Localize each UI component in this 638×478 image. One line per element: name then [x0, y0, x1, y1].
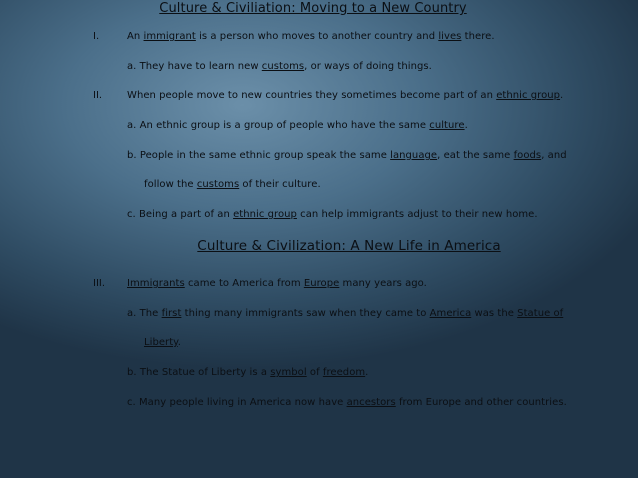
- item2a-text: a. An ethnic group is a group of people who have the same culture.: [127, 120, 468, 131]
- item1-number: I.: [93, 31, 100, 42]
- term-immigrant: immigrant: [143, 31, 196, 42]
- term-ethnic-group: ethnic group: [496, 90, 561, 101]
- item2-number: II.: [93, 90, 103, 101]
- term-symbol: symbol: [270, 367, 307, 378]
- term-first: first: [161, 308, 182, 319]
- item3a-text: a. The first thing many immigrants saw when they came to America was the Statue of: [127, 308, 564, 319]
- term-ancestors: ancestors: [346, 397, 396, 408]
- item3c-text: c. Many people living in America now have ancestors from Europe and other countries.: [127, 397, 567, 408]
- item1a-text: a. They have to learn new customs, or ways of doing things.: [127, 61, 432, 72]
- item2b-text: b. People in the same ethnic group speak the same language, eat the same foods, and: [127, 150, 567, 161]
- term-statue-of: Statue of: [517, 308, 564, 319]
- term-lives: lives: [438, 31, 462, 42]
- item3b-text: b. The Statue of Liberty is a symbol of freedom.: [127, 367, 369, 378]
- term-ethnic-group-2: ethnic group: [233, 209, 297, 220]
- item3-number: III.: [93, 278, 106, 289]
- term-liberty: Liberty: [144, 337, 178, 348]
- item1-text: An immigrant is a person who moves to another country and lives there.: [127, 31, 495, 42]
- term-immigrants: Immigrants: [127, 278, 185, 289]
- section1-title: Culture & Civiliation: Moving to a New Country: [159, 1, 467, 16]
- term-language: language: [390, 150, 438, 161]
- item2b-continued: follow the customs of their culture.: [144, 179, 321, 190]
- term-foods: foods: [513, 150, 542, 161]
- item3a-continued: Liberty.: [144, 337, 181, 348]
- term-america: America: [429, 308, 472, 319]
- term-customs-2: customs: [196, 179, 240, 190]
- term-culture: culture: [429, 120, 465, 131]
- section2-title: Culture & Civilization: A New Life in America: [197, 238, 501, 254]
- term-customs: customs: [261, 61, 305, 72]
- item2-text: When people move to new countries they sometimes become part of an ethnic group.: [127, 90, 564, 101]
- term-freedom: freedom: [322, 367, 366, 378]
- term-europe: Europe: [303, 278, 340, 289]
- item2c-text: c. Being a part of an ethnic group can help immigrants adjust to their new home.: [127, 209, 538, 220]
- item3-text: Immigrants came to America from Europe many years ago.: [127, 278, 427, 289]
